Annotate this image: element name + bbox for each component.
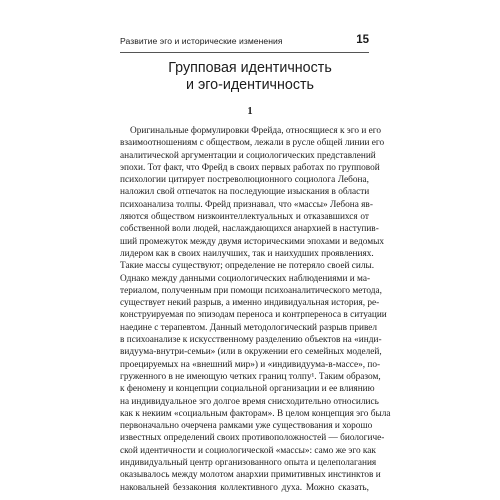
body-line: лидером как в своих наилучших, так и наихудших проявлениях. [120,248,374,259]
chapter-title [110,60,390,94]
body-line: груженного в не имеющую четких границ толпу¹. Таким образом, [120,371,381,382]
body-line: проецируемых на «внешний мир») и «индивидуума-в-массе», по- [120,359,381,370]
body-line: оказывалось между молотом анархии примитивных инстинктов и [120,470,381,481]
running-title: Развитие эго и исторические изменения [120,36,283,46]
body-line: собственной воли людей, наслаждающихся анархией в наступив- [120,224,379,235]
body-line: наковальней беззакония коллективного духа. Можно сказать, [120,482,369,493]
body-line: ший промежуток между двумя историческими эпохами и ведомых [120,236,384,247]
body-line: териалом, полученным при помощи психоаналитического метода, [120,285,382,296]
body-line: эпохи. Тот факт, что Фрейд в своих первых работах по групповой [120,162,380,173]
body-line: первоначально очерчена рамками уже существования и хорошо [120,421,373,432]
body-line: наложил свой отпечаток на последующие изыскания в области [120,187,370,198]
header-rule [120,52,369,53]
section-number: 1 [247,106,253,117]
body-line: ской идентичности и социологической «массы»: само же эго как [120,445,376,456]
body-line: взаимоотношениям с обществом, лежали в русле общей линии его [120,138,385,149]
body-line: как к некиим «социальным факторам». В целом концепция эго была [120,408,391,419]
body-line: Оригинальные формулировки Фрейда, относящиеся к эго и его [130,126,381,136]
body-line: конструируемая по эпизодам переноса и контрпереноса в ситуации [120,310,387,321]
body-line: к феномену и концепции социальной организации и ее влиянию [120,384,375,395]
chapter-title-line-2: и эго-идентичность [185,77,315,93]
body-line: аналитической аргументации и социологических представлений [120,150,376,161]
body-line: в психоанализе к искусственному разделению объектов на «инди- [120,335,382,346]
body-line: на индивидуальное эго долгое время снисходительно относились [120,396,379,407]
body-line: индивидуальный центр организованного опыта и целеполагания [120,458,377,469]
body-line: психологии цитирует постреволюционного социолога Лебона, [120,175,369,186]
body-line: наедине с терапевтом. Данный методологический разрыв привел [120,322,378,333]
body-line: психоанализа толпы. Фрейд признавал, что «массы» Лебона яв- [120,199,373,210]
chapter-title-line-1: Групповая идентичность [168,60,332,76]
body-line: существует некий разрыв, а именно индивидуальная история, ре- [120,298,380,309]
body-line: Такие массы существуют; определение не потеряло своей силы. [120,261,375,272]
body-paragraph [120,125,391,494]
page-number: 15 [356,34,369,46]
body-line: видуума-внутри-семьи» (или в окружении его семейных моделей, [120,347,382,358]
body-line: ляются обществом низкоинтеллектуальных и отказавшихся от [120,212,369,223]
body-line: известных определений своих противоположностей — биологиче- [120,433,385,444]
running-header [120,34,369,48]
body-line: Однако между данными социологических наблюдениями и ма- [120,273,371,284]
